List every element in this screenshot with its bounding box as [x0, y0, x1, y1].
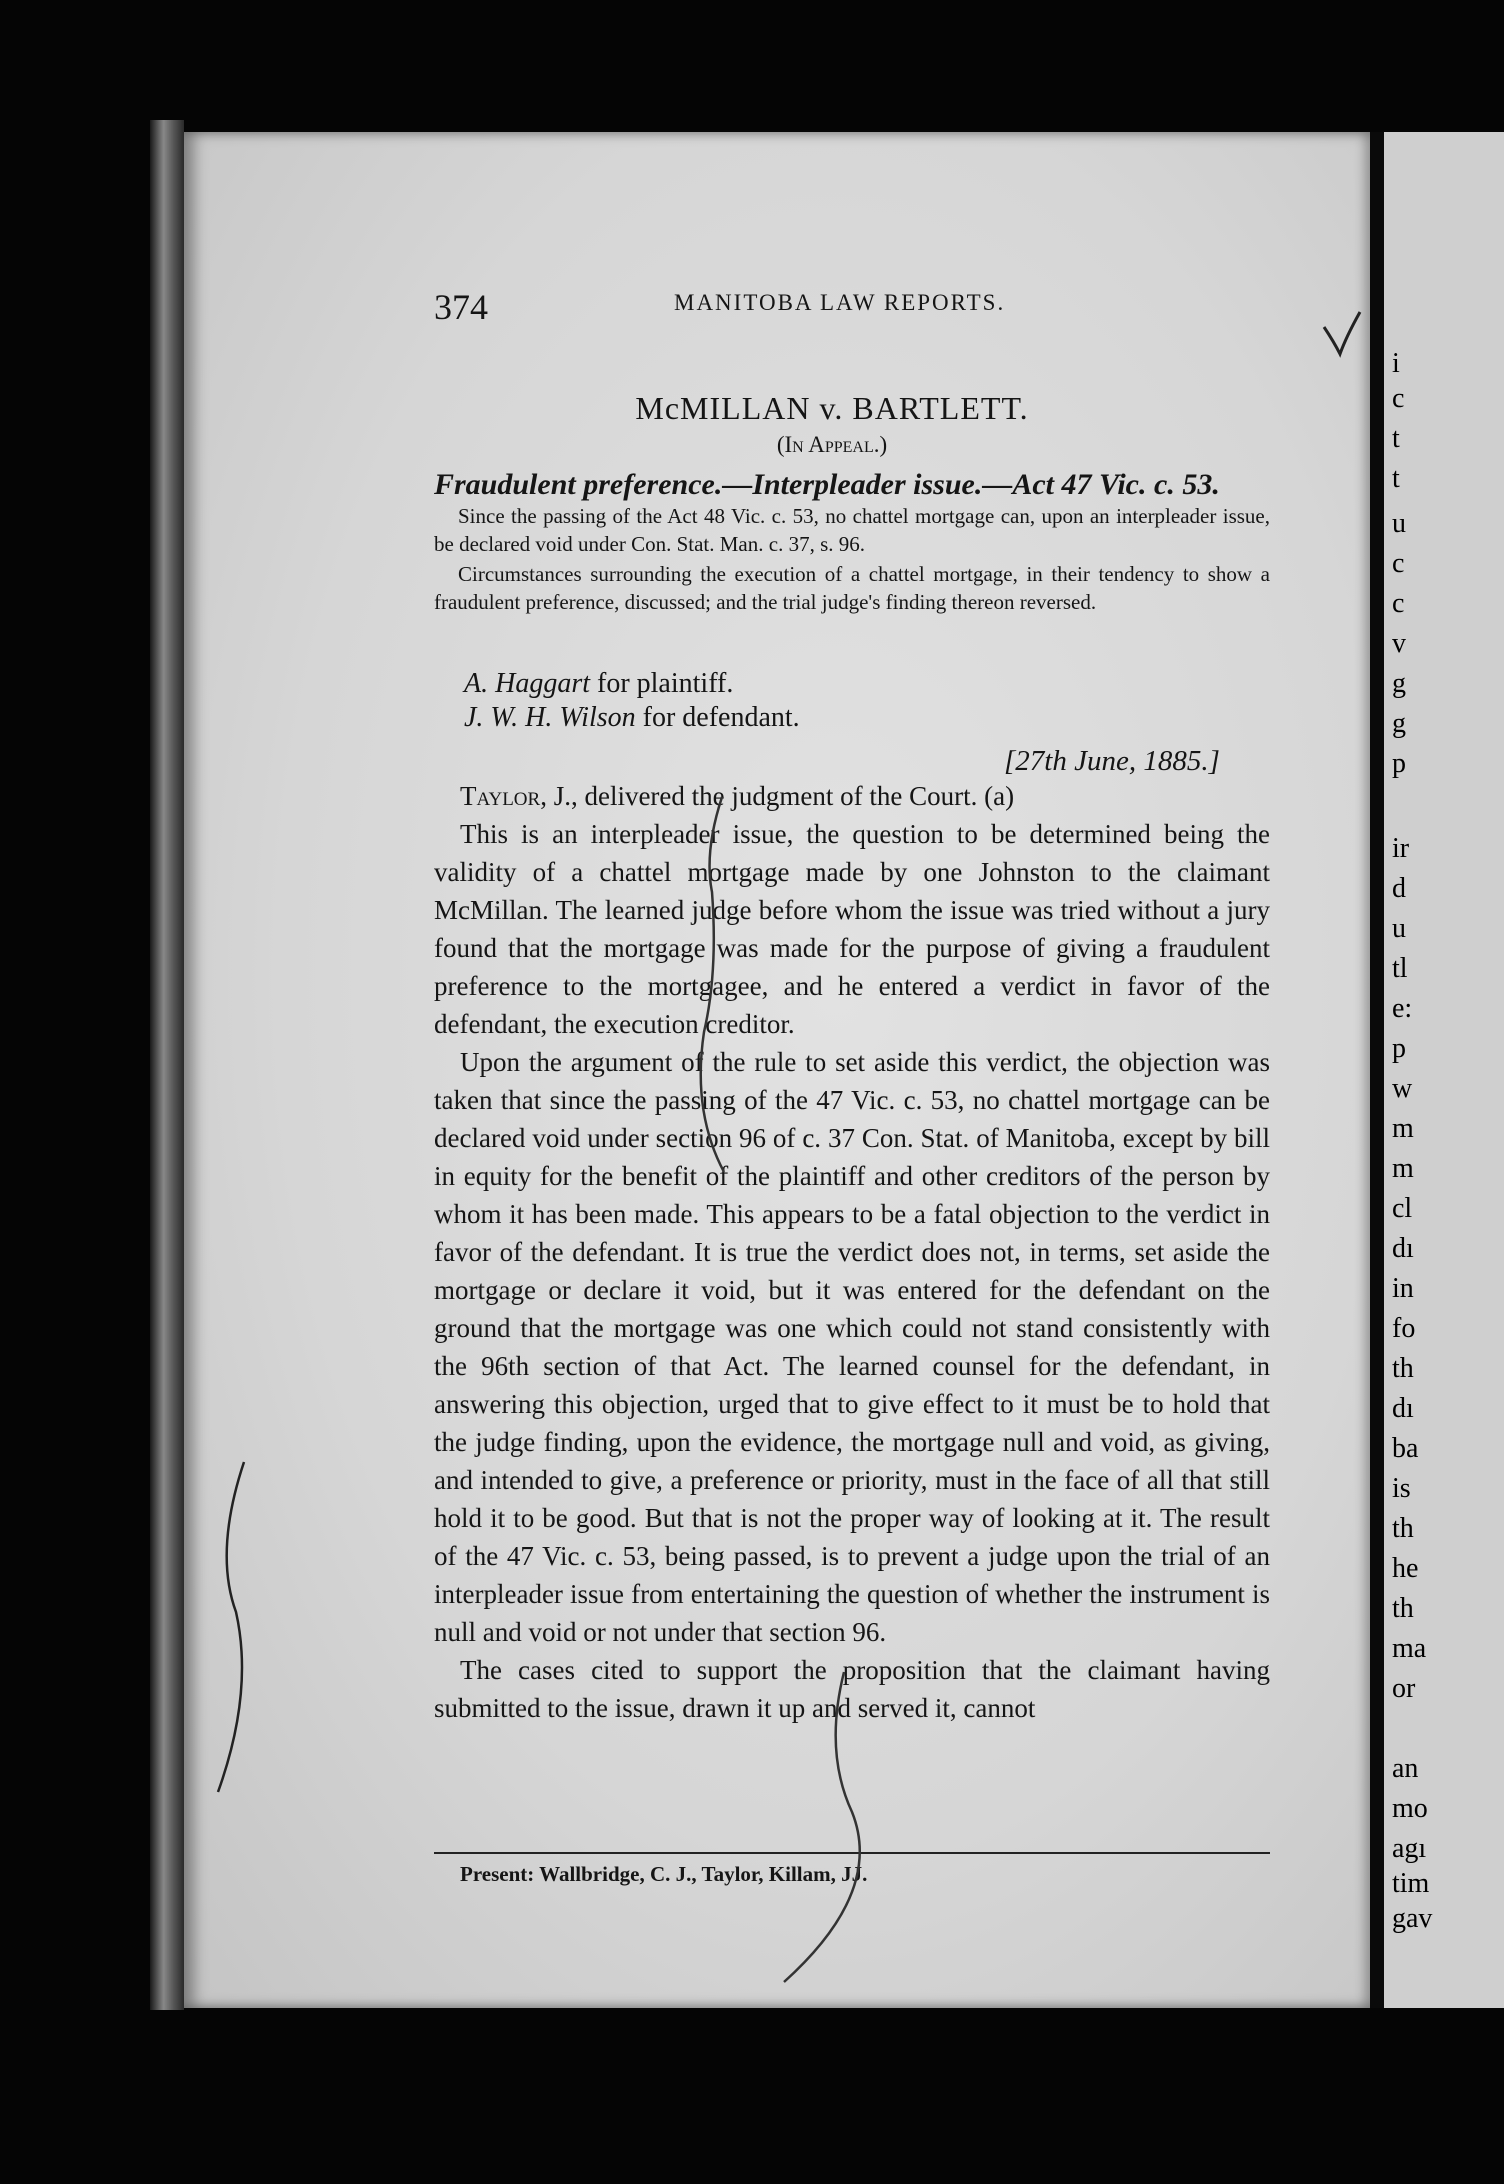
counsel-name: J. W. H. Wilson	[464, 702, 636, 733]
adjacent-page-text-fragment: mo	[1392, 1793, 1428, 1824]
counsel-role: for defendant.	[635, 702, 800, 733]
handwritten-pen-marks	[184, 132, 1370, 2008]
adjacent-page-text-fragment: or	[1392, 1673, 1416, 1704]
adjacent-page-text-fragment: c	[1392, 588, 1405, 619]
adjacent-page-text-fragment: th	[1392, 1593, 1414, 1624]
body-paragraph: This is an interpleader issue, the question to be determined being the validity of a chattel mortgage made by one Johnston to the claimant McMillan. The learned judge before whom the issue was tried without a jury found that the mortgage was made for the purpose of giving a fraudulent preference to the mortgagee, and he entered a verdict in favor of the defendant, the execution creditor.	[434, 819, 1270, 1039]
page-number: 374	[434, 287, 488, 327]
headnote-paragraph: Circumstances surrounding the execution of a chattel mortgage, in their tendency to show a fraudulent preference, discussed; and the trial judge's finding thereon reversed.	[434, 562, 1270, 614]
adjacent-page-edge	[1384, 132, 1504, 2008]
adjacent-page-text-fragment: g	[1392, 708, 1406, 739]
adjacent-page-text-fragment: tim	[1392, 1868, 1430, 1899]
adjacent-page-text-fragment: w	[1392, 1073, 1413, 1104]
adjacent-page-text-fragment: fo	[1392, 1313, 1416, 1344]
adjacent-page-text-fragment: he	[1392, 1553, 1419, 1584]
adjacent-page-text-fragment: an	[1392, 1753, 1419, 1784]
adjacent-page-text-fragment: i	[1392, 348, 1400, 379]
counsel-role: for plaintiff.	[590, 668, 734, 699]
adjacent-page-text-fragment: cl	[1392, 1193, 1413, 1224]
body-paragraph: The cases cited to support the proposition that the claimant having submitted to the issue, drawn it up and served it, cannot	[434, 1655, 1270, 1723]
footnote: Present: Wallbridge, C. J., Taylor, Killam, JJ.	[460, 1862, 868, 1886]
adjacent-page-text-fragment: ba	[1392, 1433, 1419, 1464]
adjacent-page-text-fragment: u	[1392, 508, 1406, 539]
adjacent-page-text-fragment: th	[1392, 1513, 1414, 1544]
headnote-paragraph: Since the passing of the Act 48 Vic. c. 53, no chattel mortgage can, upon an interpleader issue, be declared void under Con. Stat. Man. c. 37, s. 96.	[434, 504, 1270, 556]
adjacent-page-text-fragment: e:	[1392, 993, 1413, 1024]
body-paragraph: Upon the argument of the rule to set aside this verdict, the objection was taken that since the passing of the 47 Vic. c. 53, no chattel mortgage can be declared void under section 96 of c. 37 Con. Stat. of Manitoba, except by bill in equity for the benefit of the plaintiff and other creditors of the person by whom it has been made. This appears to be a fatal objection to the verdict in favor of the defendant. It is true the verdict does not, in terms, set aside the mortgage or declare it void, but it was entered for the defendant on the ground that the mortgage was one which could not stand consistently with the 96th section of that Act. The learned counsel for the defendant, in answering this objection, urged that to give effect to it must be to hold that the judge finding, upon the evidence, the mortgage null and void, as giving, and intended to give, a preference or priority, must in the face of all that still hold it to be good. But that is not the proper way of looking at it. The result of the 47 Vic. c. 53, being passed, is to prevent a judge upon the trial of an interpleader issue from entertaining the question of whether the instrument is null and void or not under that section 96.	[434, 1047, 1270, 1647]
adjacent-page-text-fragment: t	[1392, 463, 1400, 494]
adjacent-page-text-fragment: dı	[1392, 1233, 1414, 1264]
case-subtitle: (In Appeal.)	[776, 432, 888, 457]
adjacent-page-text-fragment: t	[1392, 423, 1400, 454]
adjacent-page-text-fragment: p	[1392, 748, 1406, 779]
adjacent-page-text-fragment: p	[1392, 1033, 1406, 1064]
adjacent-page-text-fragment: gav	[1392, 1903, 1433, 1934]
adjacent-page-text-fragment: ma	[1392, 1633, 1427, 1664]
adjacent-page-text-fragment: is	[1392, 1473, 1411, 1504]
adjacent-page-text-fragment: d	[1392, 873, 1406, 904]
adjacent-page-text-fragment: th	[1392, 1353, 1414, 1384]
headnote-title: Fraudulent preference.—Interpleader issue.—Act 47 Vic. c. 53.	[434, 468, 1220, 501]
judgment-date: [27th June, 1885.]	[1004, 745, 1220, 777]
judge-name: Taylor	[460, 781, 541, 811]
adjacent-page-text-fragment: dı	[1392, 1393, 1414, 1424]
page-gutter	[1370, 132, 1384, 2008]
counsel-name: A. Haggart	[464, 668, 590, 699]
document-page	[184, 132, 1370, 2008]
adjacent-page-text-fragment: v	[1392, 628, 1406, 659]
adjacent-page-text-fragment: ir	[1392, 833, 1410, 864]
book-spine-edge	[150, 120, 184, 2010]
adjacent-page-text-fragment: in	[1392, 1273, 1414, 1304]
adjacent-page-text-fragment: m	[1392, 1113, 1414, 1144]
adjacent-page-text-fragment: tl	[1392, 953, 1408, 984]
adjacent-page-text-fragment: g	[1392, 668, 1406, 699]
adjacent-page-text-fragment: c	[1392, 383, 1405, 414]
running-title: MANITOBA LAW REPORTS.	[674, 290, 1006, 315]
adjacent-page-text-fragment: agı	[1392, 1833, 1427, 1864]
adjacent-page-text-fragment: c	[1392, 548, 1405, 579]
adjacent-page-text-fragment: u	[1392, 913, 1406, 944]
adjacent-page-text-fragment: m	[1392, 1153, 1414, 1184]
opening-text: , J., delivered the judgment of the Court. (a)	[540, 781, 1015, 811]
case-title: McMILLAN v. BARTLETT.	[635, 390, 1029, 426]
